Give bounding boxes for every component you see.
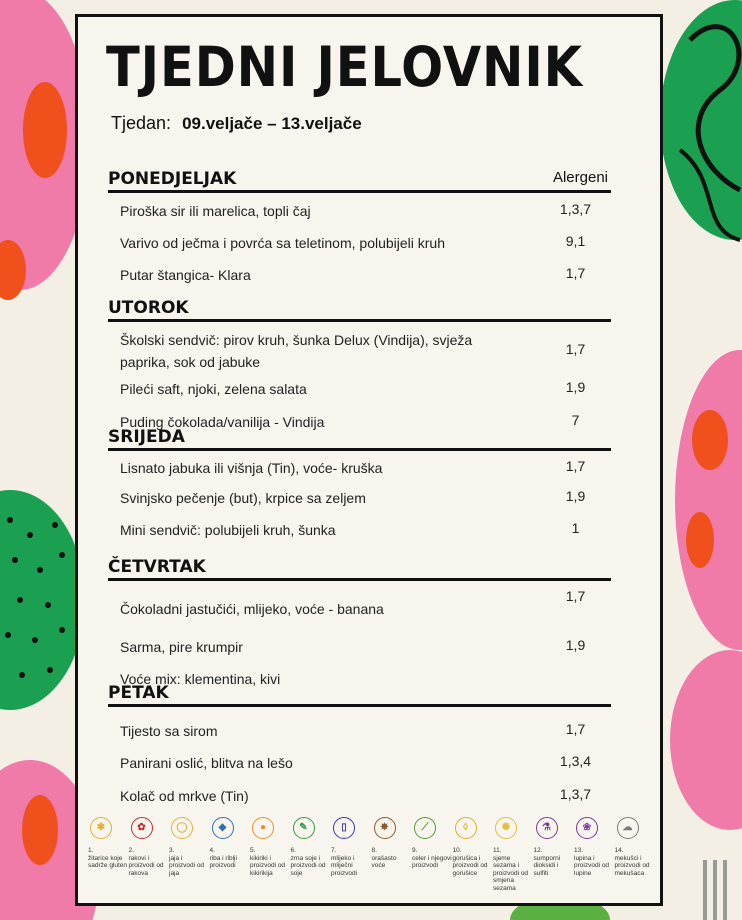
legend-item xyxy=(331,817,371,877)
soy-icon: ✎ xyxy=(293,817,315,839)
legend-item xyxy=(372,817,412,870)
legend-label xyxy=(453,847,493,877)
week-range: 09.veljače – 13.veljače xyxy=(182,114,362,133)
allergen-codes: 1,9 xyxy=(565,637,586,653)
peanut-icon: ● xyxy=(252,817,274,839)
menu-item: Sarma, pire krumpir xyxy=(120,639,243,655)
legend-item xyxy=(88,817,128,870)
menu-item: Putar štangica- Klara xyxy=(120,267,251,283)
menu-item: Čokoladni jastučići, mlijeko, voće - banana xyxy=(120,601,384,617)
menu-item: Pileći saft, njoki, zelena salata xyxy=(120,381,307,397)
legend-label xyxy=(169,847,209,877)
menu-item: Tijesto sa sirom xyxy=(120,723,218,739)
day-friday: PETAK xyxy=(108,683,611,707)
legend-number: 13. xyxy=(574,847,584,854)
legend-number: 11. xyxy=(493,847,502,854)
legend-number: 14. xyxy=(614,847,624,854)
week-row xyxy=(111,113,362,134)
milk-icon: ▯ xyxy=(333,817,355,839)
legend-label xyxy=(534,847,574,877)
menu-item-continued: paprika, sok od jabuke xyxy=(120,354,261,370)
legend-text: lupina i proizvodi od lupine xyxy=(574,854,610,877)
legend-item xyxy=(129,817,169,877)
menu-item: Mini sendvič: polubijeli kruh, šunka xyxy=(120,522,336,538)
legend-number: 8. xyxy=(371,847,377,854)
legend-number: 1. xyxy=(88,847,94,854)
legend-text: jaja i proizvodi od jaja xyxy=(169,854,205,877)
lupin-icon: ❀ xyxy=(576,817,598,839)
allergen-codes: 1,3,4 xyxy=(559,753,592,769)
day-thursday: ČETVRTAK xyxy=(108,557,611,581)
legend-label xyxy=(250,847,290,877)
legend-item xyxy=(493,817,533,892)
legend-number: 5. xyxy=(250,847,256,854)
allergen-codes: 9,1 xyxy=(565,233,586,249)
legend-number: 2. xyxy=(128,847,134,854)
legend-item xyxy=(250,817,290,877)
allergen-codes: 1,7 xyxy=(565,458,586,474)
wheat-icon: ✱ xyxy=(90,817,112,839)
mustard-icon: ◊ xyxy=(455,817,477,839)
allergen-codes: 1,9 xyxy=(565,379,586,395)
legend-label xyxy=(129,847,169,877)
legend-label xyxy=(493,847,533,892)
legend-item xyxy=(574,817,614,877)
legend-item xyxy=(453,817,493,877)
day-monday: PONEDJELJAK xyxy=(108,169,611,193)
legend-item xyxy=(291,817,331,877)
legend-number: 10. xyxy=(452,847,462,854)
menu-item: Lisnato jabuka ili višnja (Tin), voće- kruška xyxy=(120,460,383,476)
legend-number: 3. xyxy=(169,847,175,854)
menu-card xyxy=(75,14,663,906)
menu-item: Kolač od mrkve (Tin) xyxy=(120,788,249,804)
sesame-icon: ✺ xyxy=(495,817,517,839)
legend-item xyxy=(412,817,452,870)
allergen-codes: 1,3,7 xyxy=(559,201,592,217)
menu-item: Svinjsko pečenje (but), krpice sa zeljem xyxy=(120,490,366,506)
legend-text: zrna soje i proizvodi od soje xyxy=(290,854,326,877)
legend-item xyxy=(210,817,250,870)
legend-label xyxy=(412,847,452,870)
allergen-codes: 1,7 xyxy=(565,341,586,357)
legend-number: 12. xyxy=(533,847,543,854)
legend-text: žitarice koje sadrže gluten xyxy=(88,854,128,869)
legend-text: sumporni dioksidi i sulfiti xyxy=(533,854,561,877)
legend-label xyxy=(372,847,412,870)
legend-label xyxy=(331,847,371,877)
week-label: Tjedan: xyxy=(111,113,172,133)
legend-text: riba i riblji proizvodi xyxy=(209,854,237,869)
legend-text: celer i njegovi proizvodi xyxy=(412,854,452,869)
legend-text: kikiriki i proizvodi od kikirikija xyxy=(250,854,286,877)
legend-number: 4. xyxy=(209,847,215,854)
menu-item: Piroška sir ili marelica, topli čaj xyxy=(120,203,311,219)
day-wednesday: SRIJEDA xyxy=(108,427,611,451)
menu-item: Voće mix: klementina, kivi xyxy=(120,671,281,687)
allergen-codes: 1,7 xyxy=(565,265,586,281)
allergen-codes: 1,7 xyxy=(565,588,586,604)
legend-label xyxy=(210,847,250,870)
allergen-codes: 1,9 xyxy=(565,488,586,504)
legend-label xyxy=(291,847,331,877)
legend-label xyxy=(615,847,655,877)
allergens-header: Alergeni xyxy=(552,169,608,186)
legend-number: 7. xyxy=(331,847,337,854)
legend-text: rakovi i proizvodi od rakova xyxy=(128,854,164,877)
legend-number: 9. xyxy=(412,847,418,854)
legend-label xyxy=(88,847,128,870)
legend-item xyxy=(615,817,655,877)
allergen-codes: 1,3,7 xyxy=(559,786,592,802)
legend-text: orašasto voće xyxy=(371,854,397,869)
legend-item xyxy=(534,817,574,877)
allergen-codes: 1 xyxy=(571,520,580,536)
menu-title: TJEDNI JELOVNIK xyxy=(106,35,583,99)
sulphite-icon: ⚗ xyxy=(536,817,558,839)
allergen-codes: 7 xyxy=(571,412,580,428)
legend-text: mlijeko i mliječni proizvodi xyxy=(331,854,358,877)
fish-icon: ◆ xyxy=(212,817,234,839)
legend-item xyxy=(169,817,209,877)
legend-text: gorušica i proizvodi od gorušice xyxy=(452,854,488,877)
menu-item: Školski sendvič: pirov kruh, šunka Delux (Vindija), svježa xyxy=(120,332,473,348)
mollusc-icon: ☁ xyxy=(617,817,639,839)
menu-item: Puding čokolada/vanilija - Vindija xyxy=(120,414,325,430)
menu-item: Varivo od ječma i povrća sa teletinom, polubijeli kruh xyxy=(120,235,446,251)
day-tuesday: UTOROK xyxy=(108,298,611,322)
allergen-codes: 1,7 xyxy=(565,721,586,737)
crab-icon: ✿ xyxy=(131,817,153,839)
nut-icon: ✸ xyxy=(374,817,396,839)
legend-text: sjeme sezama i proizvodi od smjena sezama xyxy=(493,854,529,892)
legend-number: 6. xyxy=(290,847,296,854)
legend-text: mekušci i proizvodi od mekušaca xyxy=(614,854,650,877)
allergen-legend xyxy=(88,817,658,897)
egg-icon: ◯ xyxy=(171,817,193,839)
menu-item: Panirani oslić, blitva na lešo xyxy=(120,755,293,771)
legend-label xyxy=(574,847,614,877)
celery-icon: ⟋ xyxy=(414,817,436,839)
